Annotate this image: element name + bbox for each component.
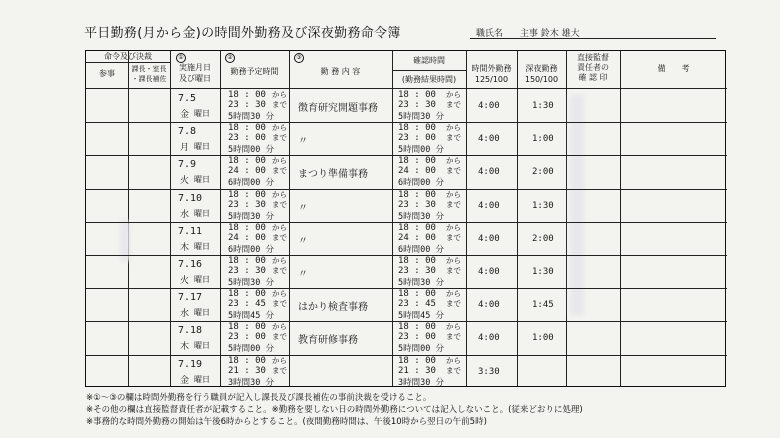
label-to: まで (272, 365, 287, 375)
overtime-hours: 3:30 (478, 366, 500, 377)
row-date: 7.17 (178, 292, 203, 304)
label-from: から (272, 123, 287, 133)
scheduled-from: 18 : 00 (228, 156, 266, 167)
label-from: から (272, 222, 287, 232)
row-weekday: 火 (180, 176, 190, 187)
page-title: 平日勤務(月から金)の時間外勤務及び深夜勤務命令簿 (84, 26, 401, 41)
work-content: 徴育研究開題事務 (298, 103, 378, 114)
label-to: まで (272, 199, 287, 209)
marker-1: ① (176, 53, 186, 63)
label-from: から (272, 90, 287, 99)
row-weekday-suffix: 曜日 (194, 374, 210, 384)
confirmed-total: 6時間00 分 (398, 244, 444, 255)
confirmed-to: 23 : 45 (398, 299, 436, 310)
row-weekday: 水 (180, 309, 190, 320)
confirmed-total: 5時間00 分 (398, 344, 444, 355)
night-hours: 1:30 (532, 101, 554, 111)
staff-name-value: 主事 鈴木 雄大 (519, 29, 580, 39)
header-divider (86, 62, 170, 63)
scheduled-to: 23 : 00 (228, 133, 266, 144)
column-divider (220, 51, 221, 386)
row-weekday: 火 (180, 276, 190, 286)
night-hours: 1:00 (532, 134, 554, 145)
scheduled-to: 21 : 30 (228, 365, 266, 376)
night-hours: 2:00 (532, 167, 554, 178)
confirmed-to: 23 : 00 (398, 332, 436, 343)
label-from: から (446, 90, 461, 99)
scheduled-to: 23 : 30 (228, 266, 266, 276)
scheduled-total: 3時間30 分 (228, 377, 274, 388)
scheduled-total: 6時間00 分 (228, 178, 274, 189)
overtime-hours: 4:00 (478, 167, 500, 178)
row-weekday: 木 (180, 342, 190, 353)
work-content: はかり検査事務 (298, 302, 368, 314)
staff-name-label: 職氏名 (476, 29, 504, 39)
confirmed-from: 18 : 00 (398, 289, 436, 300)
row-date: 7.16 (178, 259, 203, 270)
header-confirmed-result: (勤務結果時間) (401, 75, 457, 84)
work-content: 〃 (298, 202, 308, 214)
overtime-hours: 4:00 (478, 200, 500, 211)
confirmed-total: 5時間00 分 (398, 145, 444, 156)
column-divider (566, 51, 567, 386)
label-to: まで (272, 232, 287, 242)
label-from: から (446, 222, 461, 232)
label-to: まで (446, 365, 461, 375)
row-date: 7.8 (178, 126, 197, 138)
confirmed-from: 18 : 00 (398, 156, 436, 167)
label-from: から (446, 355, 461, 365)
scheduled-from: 18 : 00 (228, 322, 266, 333)
scheduled-to: 23 : 30 (228, 100, 266, 110)
column-divider (517, 51, 518, 386)
scheduled-to: 24 : 00 (228, 166, 266, 177)
header-scheduled: 勤務予定時間 (230, 67, 279, 76)
night-hours: 1:30 (532, 200, 554, 211)
row-weekday: 木 (180, 242, 190, 253)
confirmed-from: 18 : 00 (398, 90, 436, 100)
work-content: 〃 (298, 136, 308, 148)
label-to: まで (272, 332, 287, 342)
row-weekday-suffix: 曜日 (194, 241, 210, 251)
confirmed-to: 24 : 00 (398, 232, 436, 243)
confirmed-to: 23 : 30 (398, 266, 436, 276)
overtime-hours: 4:00 (478, 101, 500, 111)
label-to: まで (446, 100, 461, 109)
column-divider (392, 51, 393, 386)
header-night: 深夜勤務 (525, 64, 558, 73)
row-date: 7.11 (178, 225, 203, 237)
label-to: まで (272, 166, 287, 176)
night-hours: 2:00 (532, 233, 554, 244)
confirmed-from: 18 : 00 (398, 123, 436, 134)
row-weekday-suffix: 曜日 (194, 142, 210, 152)
confirmed-to: 24 : 00 (398, 166, 436, 177)
confirmed-from: 18 : 00 (398, 189, 436, 200)
staff-name-underline (470, 38, 716, 39)
footnote-3: ※事務的な時間外勤務の開始は午後6時からとすること。(夜間勤務時間は、午後10時から翌日の午前5時) (86, 417, 487, 427)
label-to: まで (446, 166, 461, 176)
header-overtime-rate: 125/100 (474, 75, 509, 84)
label-to: まで (446, 133, 461, 143)
scheduled-total: 5時間45 分 (228, 311, 274, 322)
scheduled-to: 23 : 45 (228, 299, 266, 310)
scheduled-from: 18 : 00 (228, 189, 266, 200)
row-weekday-suffix: 曜日 (194, 308, 210, 318)
confirmed-total: 6時間00 分 (398, 178, 444, 189)
row-weekday: 水 (180, 209, 190, 220)
column-divider (289, 51, 290, 386)
redacted-area (570, 95, 584, 315)
label-from: から (446, 322, 461, 332)
marker-2: ② (225, 53, 235, 63)
scheduled-to: 24 : 00 (228, 232, 266, 243)
label-to: まで (446, 266, 461, 275)
label-from: から (272, 156, 287, 166)
header-manager: 参事 (99, 69, 115, 78)
row-weekday-suffix: 曜日 (194, 109, 210, 118)
header-date-line2: 及び曜日 (179, 74, 211, 83)
label-from: から (446, 156, 461, 166)
scheduled-total: 5時間00 分 (228, 145, 274, 156)
row-weekday: 金 (180, 375, 190, 386)
label-from: から (272, 322, 287, 332)
night-hours: 1:45 (532, 300, 554, 311)
overtime-hours: 4:00 (478, 233, 500, 244)
confirmed-from: 18 : 00 (398, 322, 436, 333)
column-divider (620, 51, 621, 386)
label-to: まで (272, 266, 287, 275)
header-supervisor-1: 直接監督 (577, 53, 609, 62)
column-divider (170, 51, 171, 386)
row-weekday: 月 (180, 143, 190, 154)
label-from: から (272, 355, 287, 365)
label-to: まで (446, 199, 461, 209)
header-night-rate: 150/100 (524, 75, 559, 84)
confirmed-from: 18 : 00 (398, 222, 436, 233)
confirmed-total: 5時間30 分 (398, 112, 444, 122)
label-from: から (272, 289, 287, 299)
scheduled-total: 5時間00 分 (228, 344, 274, 355)
label-from: から (272, 256, 287, 265)
scheduled-from: 18 : 00 (228, 355, 266, 366)
scheduled-to: 23 : 30 (228, 199, 266, 210)
header-deputy: ・課長補佐 (131, 75, 167, 83)
header-section-chief: 課長・室長 (131, 65, 167, 73)
scheduled-from: 18 : 00 (228, 222, 266, 233)
column-divider (128, 51, 129, 386)
scheduled-from: 18 : 00 (228, 90, 266, 100)
row-date: 7.18 (178, 325, 203, 337)
label-from: から (446, 256, 461, 265)
confirmed-from: 18 : 00 (398, 355, 436, 366)
confirmed-from: 18 : 00 (398, 256, 436, 266)
scheduled-total: 6時間00 分 (228, 244, 274, 255)
confirmed-total: 5時間45 分 (398, 311, 444, 322)
header-content: 勤 務 内 容 (320, 67, 361, 76)
footnote-2: ※その他の欄は直接監督責任者が記載すること。※勤務を要しない日の時間外勤務については記入しないこと。(従来どおりに処理) (86, 405, 583, 415)
row-date: 7.9 (178, 159, 197, 171)
label-to: まで (446, 232, 461, 242)
marker-3: ③ (294, 53, 304, 63)
confirmed-total: 5時間30 分 (398, 211, 444, 222)
row-weekday-suffix: 曜日 (194, 275, 210, 284)
scheduled-total: 5時間30 分 (228, 211, 274, 222)
header-remarks: 備 考 (657, 64, 690, 73)
label-to: まで (272, 133, 287, 143)
row-date: 7.19 (178, 358, 203, 370)
confirmed-to: 21 : 30 (398, 365, 436, 376)
row-weekday-suffix: 曜日 (194, 341, 210, 351)
label-from: から (446, 189, 461, 199)
work-content: 〃 (298, 235, 308, 247)
scheduled-total: 5時間30 分 (228, 278, 274, 288)
scheduled-from: 18 : 00 (228, 123, 266, 134)
row-weekday-suffix: 曜日 (194, 175, 210, 185)
header-bottom-line (86, 88, 727, 89)
scheduled-from: 18 : 00 (228, 256, 266, 266)
scheduled-total: 5時間30 分 (228, 112, 274, 122)
header-supervisor-2: 責任者の (577, 63, 609, 72)
footnote-1: ※①～③の欄は時間外勤務を行う職員が記入し課長及び課長補佐の事前決裁を受けること。 (86, 393, 432, 403)
work-content: まつり準備事務 (298, 169, 368, 181)
overtime-hours: 4:00 (478, 267, 500, 277)
label-to: まで (446, 299, 461, 309)
work-content: 〃 (298, 269, 308, 280)
column-divider (466, 51, 467, 386)
command-table (85, 50, 726, 387)
header-supervisor-3: 確 認 印 (578, 73, 608, 82)
overtime-hours: 4:00 (478, 300, 500, 311)
confirmed-to: 23 : 30 (398, 100, 436, 110)
work-content: 教育研修事務 (298, 335, 358, 347)
night-hours: 1:30 (532, 267, 554, 277)
overtime-hours: 4:00 (478, 134, 500, 145)
header-date-line1: 実施月日 (179, 63, 211, 72)
row-weekday: 金 (180, 110, 190, 120)
label-from: から (272, 189, 287, 199)
label-from: から (446, 289, 461, 299)
overtime-hours: 4:00 (478, 333, 500, 344)
header-confirmed: 確認時間 (413, 56, 445, 65)
header-divider (392, 70, 466, 71)
row-date: 7.10 (178, 192, 203, 204)
night-hours: 1:00 (532, 333, 554, 344)
row-date: 7.5 (178, 93, 197, 104)
confirmed-to: 23 : 00 (398, 133, 436, 144)
confirmed-total: 3時間30 分 (398, 377, 444, 388)
label-to: まで (446, 332, 461, 342)
label-to: まで (272, 299, 287, 309)
confirmed-to: 23 : 30 (398, 199, 436, 210)
header-command-group: 命令及び決裁 (104, 52, 152, 61)
label-from: から (446, 123, 461, 133)
confirmed-total: 5時間30 分 (398, 278, 444, 288)
scheduled-from: 18 : 00 (228, 289, 266, 300)
label-to: まで (272, 100, 287, 109)
row-weekday-suffix: 曜日 (194, 208, 210, 218)
scheduled-to: 23 : 00 (228, 332, 266, 343)
header-overtime: 時間外勤務 (471, 64, 512, 73)
